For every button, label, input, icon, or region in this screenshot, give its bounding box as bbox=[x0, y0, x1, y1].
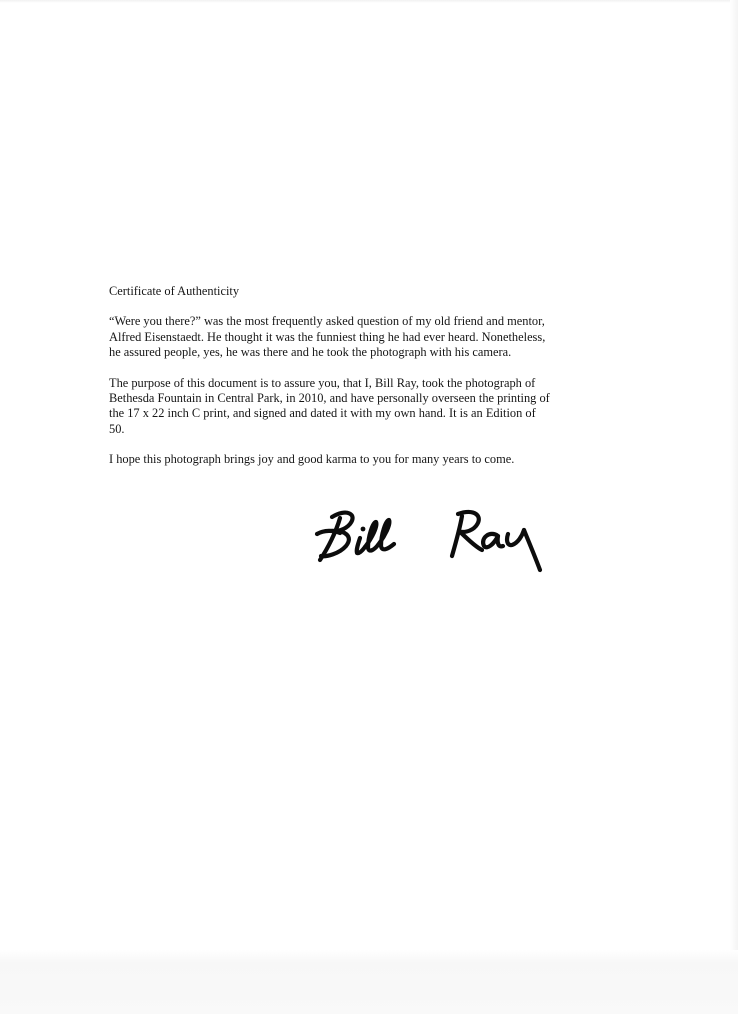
text-line: the 17 x 22 inch C print, and signed and dated it with my own hand. It is an Edition of bbox=[109, 406, 536, 421]
paragraph-purpose bbox=[109, 376, 639, 438]
text-line: I hope this photograph brings joy and good karma to you for many years to come. bbox=[109, 452, 515, 467]
letter-body bbox=[109, 284, 639, 483]
text-line: he assured people, yes, he was there and he took the photograph with his camera. bbox=[109, 345, 512, 360]
signature bbox=[312, 500, 582, 580]
text-line: Bethesda Fountain in Central Park, in 2010, and have personally overseen the printing of bbox=[109, 391, 550, 406]
text-line: Alfred Eisenstaedt. He thought it was the funniest thing he had ever heard. Nonetheless, bbox=[109, 329, 546, 344]
text-line: The purpose of this document is to assure you, that I, Bill Ray, took the photograph of bbox=[109, 375, 536, 390]
text-line: 50. bbox=[109, 421, 125, 436]
text-line: “Were you there?” was the most frequently asked question of my old friend and mentor, bbox=[109, 314, 545, 329]
paragraph-eisenstaedt bbox=[109, 314, 639, 360]
certificate-heading: Certificate of Authenticity bbox=[109, 284, 240, 298]
scan-edge-right bbox=[730, 0, 738, 1014]
scan-edge-top bbox=[0, 0, 738, 3]
scan-edge-bottom bbox=[0, 950, 738, 1014]
paragraph-closing bbox=[109, 452, 639, 467]
